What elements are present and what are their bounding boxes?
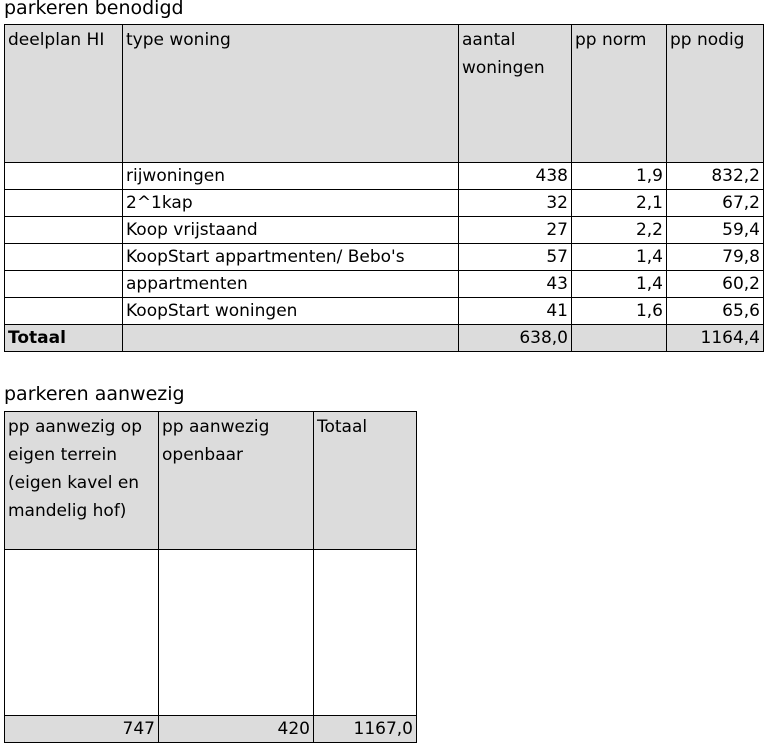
cell-aantal[interactable]: 43: [459, 271, 572, 298]
header-pp-nodig: pp nodig: [667, 25, 764, 163]
empty-cell[interactable]: [5, 550, 159, 716]
table-row: [5, 298, 764, 325]
total-aantal[interactable]: 638,0: [459, 325, 572, 352]
table-title-parkeren-benodigd: parkeren benodigd: [4, 0, 184, 19]
empty-cell[interactable]: [314, 550, 417, 716]
cell-aantal[interactable]: 32: [459, 190, 572, 217]
cell-aantal[interactable]: 27: [459, 217, 572, 244]
cell-nodig[interactable]: 60,2: [667, 271, 764, 298]
cell-norm[interactable]: 2,1: [572, 190, 667, 217]
cell-aantal[interactable]: 41: [459, 298, 572, 325]
header-deelplan: deelplan HI: [5, 25, 123, 163]
cell-type[interactable]: appartmenten: [123, 271, 459, 298]
cell-deelplan[interactable]: [5, 298, 123, 325]
cell-aantal[interactable]: 57: [459, 244, 572, 271]
cell-norm[interactable]: 1,6: [572, 298, 667, 325]
empty-row: [5, 550, 417, 716]
total-row: [5, 325, 764, 352]
total-openbaar[interactable]: 420: [159, 716, 314, 743]
cell-aantal[interactable]: 438: [459, 163, 572, 190]
table-row: [5, 163, 764, 190]
cell-type[interactable]: KoopStart appartmenten/ Bebo's: [123, 244, 459, 271]
table-row: [5, 244, 764, 271]
parkeren-aanwezig-table: [4, 411, 417, 743]
cell-deelplan[interactable]: [5, 271, 123, 298]
cell-type[interactable]: Koop vrijstaand: [123, 217, 459, 244]
total-type[interactable]: [123, 325, 459, 352]
cell-type[interactable]: 2^1kap: [123, 190, 459, 217]
cell-norm[interactable]: 2,2: [572, 217, 667, 244]
cell-nodig[interactable]: 59,4: [667, 217, 764, 244]
cell-type[interactable]: KoopStart woningen: [123, 298, 459, 325]
header-pp-eigen-terrein: pp aanwezig op eigen terrein (eigen kavel en mandelig hof): [5, 412, 159, 550]
cell-deelplan[interactable]: [5, 163, 123, 190]
cell-norm[interactable]: 1,4: [572, 244, 667, 271]
cell-deelplan[interactable]: [5, 190, 123, 217]
total-nodig[interactable]: 1164,4: [667, 325, 764, 352]
header-pp-norm: pp norm: [572, 25, 667, 163]
cell-deelplan[interactable]: [5, 217, 123, 244]
cell-type[interactable]: rijwoningen: [123, 163, 459, 190]
header-type-woning: type woning: [123, 25, 459, 163]
parkeren-benodigd-table: [4, 24, 764, 352]
empty-cell[interactable]: [159, 550, 314, 716]
total-row: [5, 716, 417, 743]
cell-norm[interactable]: 1,4: [572, 271, 667, 298]
total-eigen[interactable]: 747: [5, 716, 159, 743]
cell-nodig[interactable]: 65,6: [667, 298, 764, 325]
cell-nodig[interactable]: 79,8: [667, 244, 764, 271]
cell-nodig[interactable]: 67,2: [667, 190, 764, 217]
total-norm[interactable]: [572, 325, 667, 352]
table-row: [5, 190, 764, 217]
table-title-parkeren-aanwezig: parkeren aanwezig: [4, 383, 185, 405]
header-totaal: Totaal: [314, 412, 417, 550]
header-pp-openbaar: pp aanwezig openbaar: [159, 412, 314, 550]
table-row: [5, 217, 764, 244]
total-totaal[interactable]: 1167,0: [314, 716, 417, 743]
cell-deelplan[interactable]: [5, 244, 123, 271]
total-label[interactable]: Totaal: [5, 325, 123, 352]
cell-nodig[interactable]: 832,2: [667, 163, 764, 190]
header-aantal-woningen: aantal woningen: [459, 25, 572, 163]
table-row: [5, 271, 764, 298]
cell-norm[interactable]: 1,9: [572, 163, 667, 190]
